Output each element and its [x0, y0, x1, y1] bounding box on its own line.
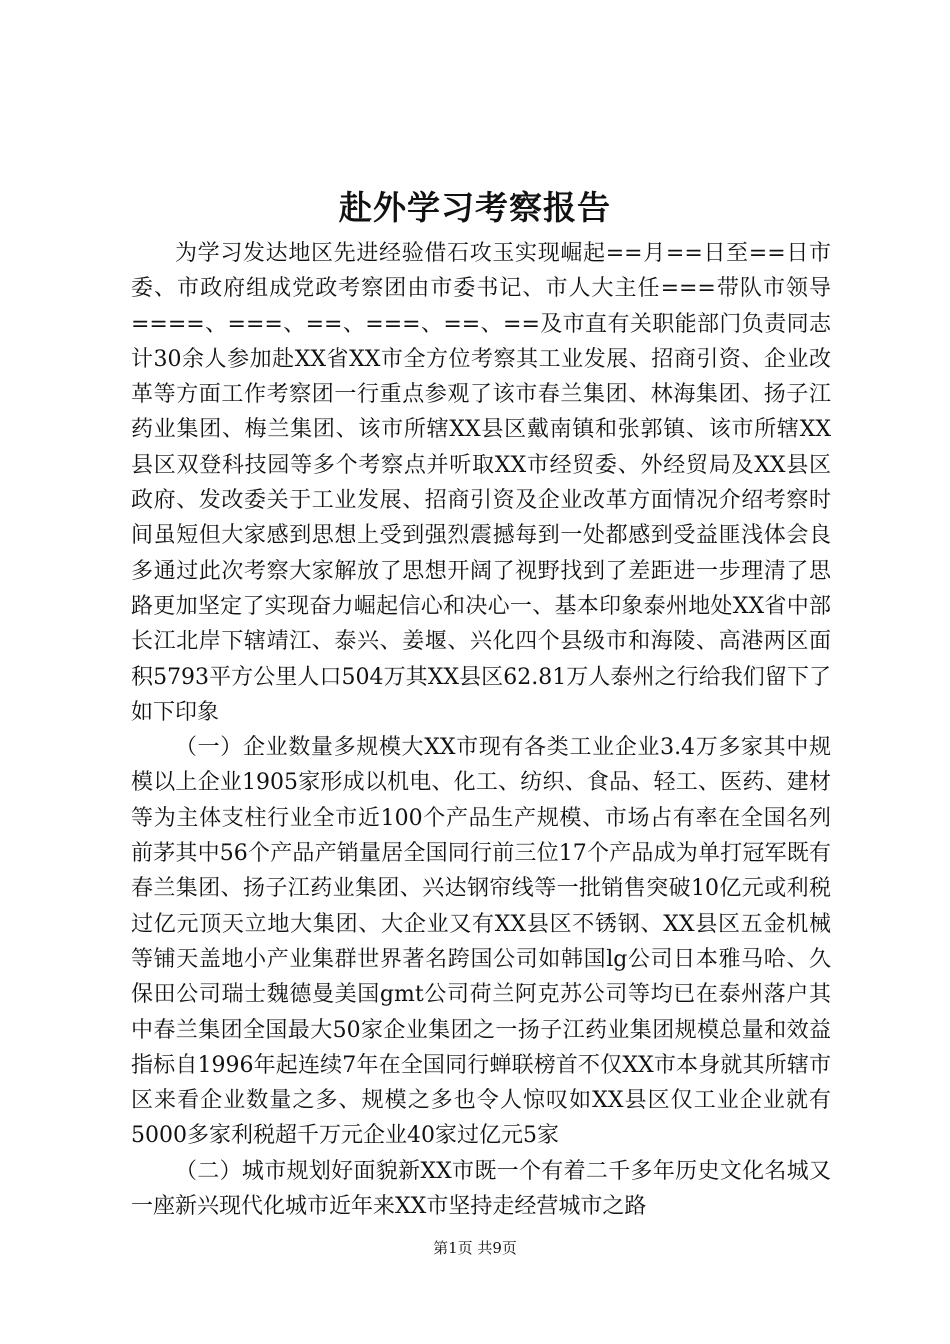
paragraph-intro: 为学习发达地区先进经验借石攻玉实现崛起==月==日至==日市委、市政府组成党政考察团由市委书记、市人大主任===带队市领导====、===、==、===、==、==及市直有关职能部门负责同志计30余人参加赴XX省XX市全方位考察其工业发展、招商引资、企业改革等方面工作考察团一行重点参观了该市春兰集团、林海集团、扬子江药业集团、梅兰集团、该市所辖XX县区戴南镇和张郭镇、该市所辖XX县区双登科技园等多个考察点并听取XX市经贸委、外经贸局及XX县区政府、发改委关于工业发展、招商引资及企业改革方面情况介绍考察时间虽短但大家感到思想上受到强烈震撼每到一处都感到受益匪浅体会良多通过此次考察大家解放了思想开阔了视野找到了差距进一步理清了思路更加坚定了实现奋力崛起信心和决心一、基本印象泰州地处XX省中部长江北岸下辖靖江、泰兴、姜堰、兴化四个县级市和海陵、高港两区面积5793平方公里人口504万其XX县区62.81万人泰州之行给我们留下了如下印象: [131, 241, 831, 725]
document-body: [131, 236, 831, 1224]
paragraph-section-1: （一）企业数量多规模大XX市现有各类工业企业3.4万多家其中规模以上企业1905家形成以机电、化工、纺织、食品、轻工、医药、建材等为主体支柱行业全市近100个产品生产规模、市场占有率在全国名列前茅其中56个产品产销量居全国同行前三位17个产品成为单打冠军既有春兰集团、扬子江药业集团、兴达钢帘线等一批销售突破10亿元或利税过亿元顶天立地大集团、大企业又有XX县区不锈钢、XX县区五金机械等铺天盖地小产业集群世界著名跨国公司如韩国lg公司日本雅马哈、久保田公司瑞士魏德曼美国gmt公司荷兰阿克苏公司等均已在泰州落户其中春兰集团全国最大50家企业集团之一扬子江药业集团规模总量和效益指标自1996年起连续7年在全国同行蝉联榜首不仅XX市本身就其所辖市区来看企业数量之多、规模之多也令人惊叹如XX县区仅工业企业就有5000多家利税超千万元企业40家过亿元5家: [131, 735, 831, 1149]
page-number-footer: 第1页 共9页: [433, 1239, 517, 1257]
paragraph-section-2: （二）城市规划好面貌新XX市既一个有着二千多年历史文化名城又一座新兴现代化城市近年来XX市坚持走经营城市之路: [131, 1158, 831, 1220]
document-title: 赴外学习考察报告: [339, 188, 611, 227]
